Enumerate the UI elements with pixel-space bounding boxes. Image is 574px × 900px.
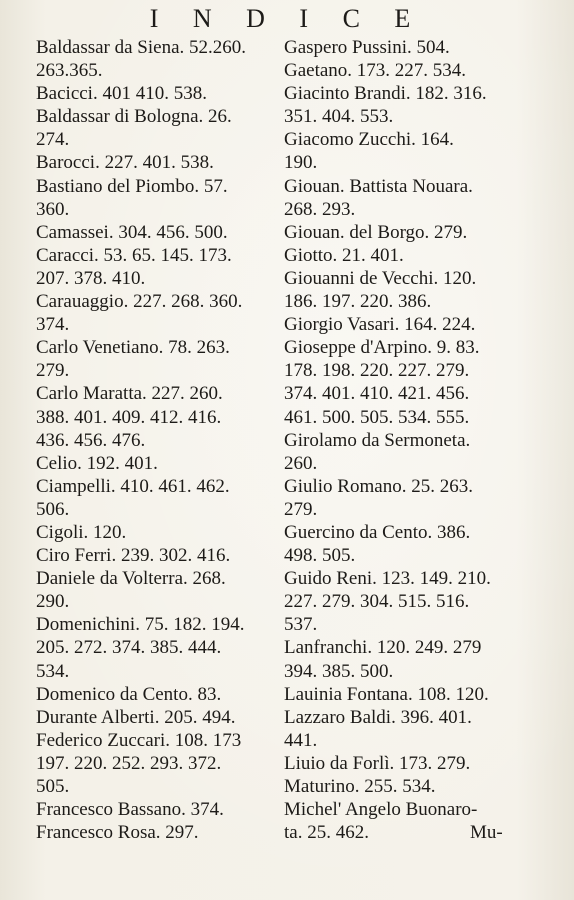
- index-line: Gaetano. 173. 227. 534.: [284, 60, 467, 82]
- index-line: ta. 25. 462.: [284, 822, 369, 844]
- index-line: 263.365.: [36, 60, 103, 82]
- right-index-column: [284, 36, 520, 844]
- index-line: 274.: [36, 129, 70, 151]
- index-line: 461. 500. 505. 534. 555.: [284, 406, 470, 428]
- index-line: 207. 378. 410.: [36, 267, 146, 289]
- index-line: 197. 220. 252. 293. 372.: [36, 752, 222, 774]
- index-line: 290.: [36, 591, 70, 613]
- index-line: Guido Reni. 123. 149. 210.: [284, 568, 491, 590]
- index-line: Celio. 192. 401.: [36, 452, 158, 474]
- left-index-column: [36, 36, 280, 844]
- index-line: Lauinia Fontana. 108. 120.: [284, 683, 489, 705]
- page-header: I N D I C E: [149, 4, 425, 33]
- index-line: Domenico da Cento. 83.: [36, 683, 222, 705]
- index-line: Carauaggio. 227. 268. 360.: [36, 291, 243, 313]
- index-line: Federico Zuccari. 108. 173: [36, 729, 242, 751]
- index-line: Carlo Venetiano. 78. 263.: [36, 337, 230, 359]
- index-line: Ciro Ferri. 239. 302. 416.: [36, 545, 231, 567]
- index-line: Giorgio Vasari. 164. 224.: [284, 314, 476, 336]
- index-line: Baldassar di Bologna. 26.: [36, 106, 232, 128]
- index-line: Giulio Romano. 25. 263.: [284, 475, 473, 497]
- index-line: Liuio da Forlì. 173. 279.: [284, 752, 471, 774]
- index-line: 186. 197. 220. 386.: [284, 291, 432, 313]
- index-line: Bastiano del Piombo. 57.: [36, 175, 228, 197]
- index-line: Camassei. 304. 456. 500.: [36, 221, 228, 243]
- index-line: Cigoli. 120.: [36, 521, 127, 543]
- index-line: Caracci. 53. 65. 145. 173.: [36, 244, 232, 266]
- index-line: Gaspero Pussini. 504.: [284, 37, 450, 58]
- index-line: Giouan. Battista Nouara.: [284, 175, 473, 197]
- index-line: Guercino da Cento. 386.: [284, 521, 471, 543]
- index-line: Gioseppe d'Arpino. 9. 83.: [284, 337, 480, 359]
- index-line: 374. 401. 410. 421. 456.: [284, 383, 470, 405]
- index-line: Girolamo da Sermoneta.: [284, 429, 471, 451]
- index-line: Domenichini. 75. 182. 194.: [36, 614, 245, 636]
- index-line: 436. 456. 476.: [36, 429, 146, 451]
- index-line: 351. 404. 553.: [284, 106, 394, 128]
- index-line: Maturino. 255. 534.: [284, 776, 436, 797]
- index-line: 360.: [36, 198, 70, 220]
- index-line: Giacinto Brandi. 182. 316.: [284, 83, 487, 105]
- index-line: Michel' Angelo Buonaro-: [284, 799, 478, 821]
- index-line: Francesco Rosa. 297.: [36, 822, 199, 844]
- index-line: Barocci. 227. 401. 538.: [36, 152, 214, 174]
- index-line: Ciampelli. 410. 461. 462.: [36, 475, 230, 497]
- index-line: 505.: [36, 776, 70, 797]
- index-line: Francesco Bassano. 374.: [36, 799, 224, 821]
- index-line: 498. 505.: [284, 545, 356, 567]
- index-line: Bacicci. 401 410. 538.: [36, 83, 207, 105]
- index-line: 190.: [284, 152, 318, 174]
- index-line: 279.: [36, 360, 70, 382]
- index-line: 537.: [284, 614, 318, 636]
- index-line: 279.: [284, 498, 318, 520]
- index-line: 260.: [284, 452, 318, 474]
- index-line: 205. 272. 374. 385. 444.: [36, 637, 222, 659]
- index-line: 394. 385. 500.: [284, 660, 394, 682]
- index-line: 388. 401. 409. 412. 416.: [36, 406, 222, 428]
- index-line: 534.: [36, 660, 70, 682]
- index-line: Giacomo Zucchi. 164.: [284, 129, 454, 151]
- index-line: Durante Alberti. 205. 494.: [36, 706, 236, 728]
- index-line: 441.: [284, 729, 318, 751]
- index-line: 268. 293.: [284, 198, 356, 220]
- index-line: 374.: [36, 314, 70, 336]
- index-line: Lanfranchi. 120. 249. 279: [284, 637, 482, 659]
- index-line: Giotto. 21. 401.: [284, 244, 404, 266]
- index-line: Baldassar da Siena. 52.260.: [36, 37, 247, 58]
- index-line: Carlo Maratta. 227. 260.: [36, 383, 223, 405]
- index-line: Giouan. del Borgo. 279.: [284, 221, 468, 243]
- index-line: 178. 198. 220. 227. 279.: [284, 360, 470, 382]
- catchword: Mu-: [470, 822, 503, 843]
- index-line: 227. 279. 304. 515. 516.: [284, 591, 470, 613]
- index-line: Giouanni de Vecchi. 120.: [284, 267, 477, 289]
- index-line: Daniele da Volterra. 268.: [36, 568, 226, 590]
- index-line: 506.: [36, 498, 70, 520]
- index-line: Lazzaro Baldi. 396. 401.: [284, 706, 472, 728]
